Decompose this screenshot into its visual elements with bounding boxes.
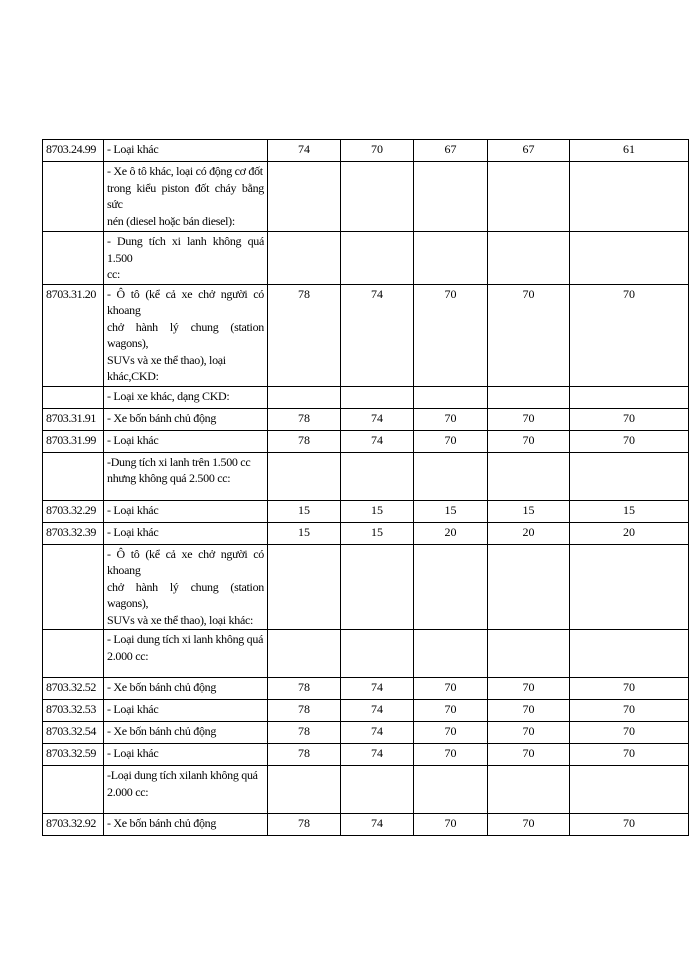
tariff-table-body (43, 140, 689, 836)
hs-code-cell: 8703.32.59 (43, 744, 104, 766)
tax-rate-cell: 70 (414, 284, 488, 386)
hs-code-cell (43, 232, 104, 285)
tax-rate-cell (341, 630, 414, 678)
tax-rate-cell: 70 (414, 700, 488, 722)
description-line: - Loại khác (107, 524, 159, 539)
tax-rate-cell (570, 766, 689, 814)
table-row (43, 678, 689, 700)
table-row (43, 162, 689, 232)
description-cell (104, 430, 268, 452)
tax-rate-cell: 70 (414, 814, 488, 836)
description-line: nén (diesel hoặc bán diesel): (107, 213, 235, 228)
tax-rate-cell (341, 544, 414, 630)
table-row (43, 544, 689, 630)
tax-rate-cell (268, 386, 341, 408)
hs-code-cell: 8703.32.29 (43, 500, 104, 522)
hs-code-cell: 8703.32.54 (43, 722, 104, 744)
table-row (43, 386, 689, 408)
description-cell (104, 284, 268, 386)
tax-rate-cell (268, 630, 341, 678)
description-cell (104, 744, 268, 766)
description-line: - Loại khác (107, 432, 159, 447)
table-row (43, 140, 689, 162)
description-line: trong kiểu piston đốt cháy bằng sức (107, 180, 264, 211)
table-row (43, 814, 689, 836)
tax-rate-cell: 70 (488, 814, 570, 836)
tax-rate-cell (414, 386, 488, 408)
description-cell (104, 814, 268, 836)
tax-rate-cell: 78 (268, 700, 341, 722)
tax-rate-cell: 70 (570, 408, 689, 430)
tax-rate-cell (570, 386, 689, 408)
description-line: - Ô tô (kể cả xe chở người có khoang (107, 546, 264, 577)
hs-code-cell: 8703.32.92 (43, 814, 104, 836)
tax-rate-cell (341, 766, 414, 814)
tax-rate-cell (488, 544, 570, 630)
table-row (43, 766, 689, 814)
tax-rate-cell (341, 452, 414, 500)
description-cell (104, 766, 268, 814)
tax-rate-cell: 61 (570, 140, 689, 162)
hs-code-cell: 8703.31.91 (43, 408, 104, 430)
description-cell (104, 500, 268, 522)
table-row (43, 430, 689, 452)
tax-rate-cell (268, 232, 341, 285)
description-line: SUVs và xe thể thao), loại khác: (107, 612, 254, 627)
tax-rate-cell: 15 (414, 500, 488, 522)
tax-rate-cell: 70 (570, 744, 689, 766)
tax-rate-cell: 67 (488, 140, 570, 162)
description-line: - Loại khác (107, 702, 159, 716)
tax-rate-cell: 70 (488, 678, 570, 700)
tax-rate-cell (414, 232, 488, 285)
description-line: chở hành lý chung (station wagons), (107, 319, 264, 350)
hs-code-cell (43, 766, 104, 814)
tax-rate-cell: 78 (268, 284, 341, 386)
description-line: chở hành lý chung (station wagons), (107, 579, 264, 610)
tax-rate-cell: 70 (488, 744, 570, 766)
tax-rate-cell (488, 162, 570, 232)
description-line: - Dung tích xi lanh không quá 1.500 (107, 234, 264, 265)
tax-rate-cell: 78 (268, 408, 341, 430)
tax-rate-cell (414, 162, 488, 232)
tax-rate-cell: 74 (341, 678, 414, 700)
description-cell (104, 140, 268, 162)
tax-rate-cell: 20 (414, 522, 488, 544)
tax-rate-cell (268, 544, 341, 630)
description-cell (104, 544, 268, 630)
description-line: - Xe ô tô khác, loại có động cơ đốt (107, 164, 263, 178)
tax-rate-cell (570, 162, 689, 232)
tax-rate-cell: 20 (488, 522, 570, 544)
tax-rate-cell: 70 (488, 430, 570, 452)
description-line: cc: (107, 267, 121, 281)
tax-rate-cell (488, 630, 570, 678)
description-line: - Loại khác (107, 502, 159, 517)
tax-rate-cell: 74 (341, 700, 414, 722)
tariff-table (42, 139, 689, 836)
description-line: - Xe bốn bánh chủ động (107, 724, 217, 738)
hs-code-cell (43, 386, 104, 408)
tax-rate-cell: 70 (570, 284, 689, 386)
description-line: - Xe bốn bánh chủ động (107, 816, 217, 830)
tax-rate-cell (341, 162, 414, 232)
description-cell (104, 522, 268, 544)
description-cell (104, 452, 268, 500)
tax-rate-cell: 70 (414, 430, 488, 452)
description-line: SUVs và xe thể thao), loại (107, 352, 226, 367)
tax-rate-cell: 78 (268, 722, 341, 744)
description-line: - Ô tô (kể cả xe chở người có khoang (107, 286, 264, 317)
tax-rate-cell (570, 232, 689, 285)
description-line: - Xe bốn bánh chủ động (107, 680, 217, 694)
hs-code-cell: 8703.31.20 (43, 284, 104, 386)
table-row (43, 452, 689, 500)
tax-rate-cell: 15 (341, 522, 414, 544)
tax-rate-cell (414, 766, 488, 814)
tax-rate-cell: 70 (414, 744, 488, 766)
tax-rate-cell: 70 (570, 678, 689, 700)
description-cell (104, 678, 268, 700)
table-row (43, 232, 689, 285)
hs-code-cell (43, 162, 104, 232)
tax-rate-cell: 70 (341, 140, 414, 162)
tax-rate-cell: 74 (341, 722, 414, 744)
tax-rate-cell (570, 452, 689, 500)
description-cell (104, 408, 268, 430)
tax-rate-cell: 70 (570, 722, 689, 744)
description-line: khác,CKD: (107, 369, 159, 383)
tax-rate-cell (488, 452, 570, 500)
description-line: nhưng không quá 2.500 cc: (107, 471, 231, 485)
table-row (43, 722, 689, 744)
tax-rate-cell: 78 (268, 814, 341, 836)
tax-rate-cell (341, 386, 414, 408)
tax-rate-cell: 15 (570, 500, 689, 522)
tax-rate-cell: 20 (570, 522, 689, 544)
tax-rate-cell (488, 232, 570, 285)
tax-rate-cell: 74 (341, 408, 414, 430)
tax-rate-cell: 67 (414, 140, 488, 162)
tax-rate-cell: 70 (488, 284, 570, 386)
description-line: -Dung tích xi lanh trên 1.500 cc (107, 454, 251, 469)
table-row (43, 700, 689, 722)
tax-rate-cell: 15 (341, 500, 414, 522)
tax-rate-cell (341, 232, 414, 285)
description-cell (104, 722, 268, 744)
hs-code-cell: 8703.24.99 (43, 140, 104, 162)
hs-code-cell (43, 452, 104, 500)
description-line: 2.000 cc: (107, 648, 149, 663)
tax-rate-cell: 74 (341, 284, 414, 386)
description-line: -Loại dung tích xilanh không quá (107, 768, 258, 782)
tax-rate-cell: 74 (341, 430, 414, 452)
tax-rate-cell (414, 544, 488, 630)
tax-rate-cell (488, 766, 570, 814)
table-row (43, 500, 689, 522)
tax-rate-cell (570, 544, 689, 630)
tax-rate-cell: 70 (488, 722, 570, 744)
table-row (43, 408, 689, 430)
hs-code-cell: 8703.32.39 (43, 522, 104, 544)
tax-rate-cell: 70 (414, 678, 488, 700)
tax-rate-cell: 70 (570, 700, 689, 722)
tax-rate-cell (268, 766, 341, 814)
tax-rate-cell: 78 (268, 744, 341, 766)
hs-code-cell: 8703.31.99 (43, 430, 104, 452)
tax-rate-cell (268, 162, 341, 232)
tax-rate-cell (414, 630, 488, 678)
hs-code-cell (43, 630, 104, 678)
description-line: - Loại khác (107, 142, 159, 156)
tax-rate-cell: 78 (268, 678, 341, 700)
tax-rate-cell (414, 452, 488, 500)
description-cell (104, 700, 268, 722)
description-cell (104, 386, 268, 408)
tax-rate-cell: 74 (341, 744, 414, 766)
description-cell (104, 162, 268, 232)
description-cell (104, 232, 268, 285)
tax-rate-cell: 70 (488, 408, 570, 430)
tax-rate-cell: 15 (268, 500, 341, 522)
tax-rate-cell: 70 (570, 814, 689, 836)
table-row (43, 630, 689, 678)
tax-rate-cell: 74 (341, 814, 414, 836)
tax-rate-cell: 70 (488, 700, 570, 722)
tax-rate-cell: 70 (414, 722, 488, 744)
table-row (43, 522, 689, 544)
description-line: - Loại khác (107, 746, 159, 760)
tax-rate-cell (488, 386, 570, 408)
tax-rate-cell: 15 (268, 522, 341, 544)
tax-rate-cell: 74 (268, 140, 341, 162)
hs-code-cell (43, 544, 104, 630)
hs-code-cell: 8703.32.53 (43, 700, 104, 722)
tax-rate-cell: 70 (570, 430, 689, 452)
table-row (43, 744, 689, 766)
description-line: - Xe bốn bánh chủ động (107, 410, 217, 425)
table-row (43, 284, 689, 386)
description-cell (104, 630, 268, 678)
description-line: - Loại xe khác, dạng CKD: (107, 388, 230, 403)
tax-rate-cell: 15 (488, 500, 570, 522)
hs-code-cell: 8703.32.52 (43, 678, 104, 700)
description-line: - Loại dung tích xi lanh không quá (107, 632, 264, 646)
tax-rate-cell (570, 630, 689, 678)
tax-rate-cell: 78 (268, 430, 341, 452)
description-line: 2.000 cc: (107, 784, 149, 799)
tax-rate-cell: 70 (414, 408, 488, 430)
tax-rate-cell (268, 452, 341, 500)
